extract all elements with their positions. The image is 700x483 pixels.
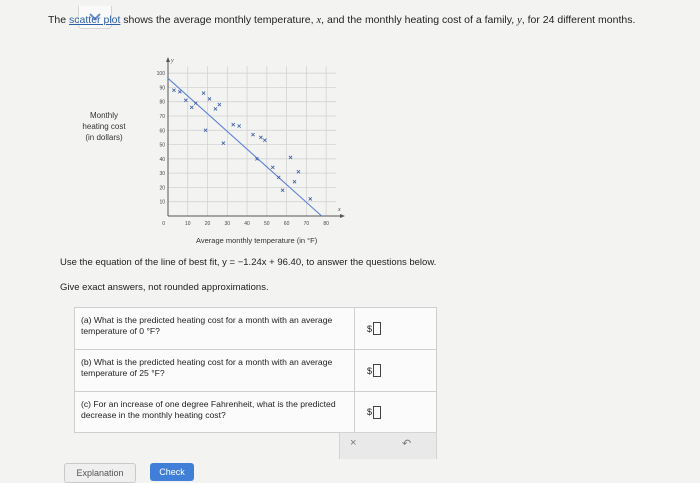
intro-text: shows the average monthly temperature, bbox=[120, 14, 317, 26]
x-tick-label: 30 bbox=[224, 221, 231, 227]
intro-text: , for 24 different months. bbox=[521, 14, 636, 26]
fit-equation: y = −1.24x + 96.40 bbox=[222, 257, 302, 268]
y-tick-label: 10 bbox=[159, 199, 165, 206]
y-tick-label: 80 bbox=[159, 99, 165, 106]
x-variable: x bbox=[316, 15, 322, 26]
x-tick-label: 60 bbox=[283, 221, 290, 227]
x-tick-label: 40 bbox=[244, 221, 250, 227]
data-point bbox=[277, 176, 280, 179]
answer-a-input[interactable] bbox=[373, 322, 381, 335]
data-point bbox=[293, 180, 296, 183]
instruction-line bbox=[60, 257, 436, 268]
data-point bbox=[238, 124, 241, 127]
data-point bbox=[172, 89, 175, 92]
data-point bbox=[259, 136, 262, 139]
question-c-text: (c) For an increase of one degree Fahrenheit, what is the predicted decrease in the monthly heating cost? bbox=[75, 392, 355, 432]
check-button[interactable]: Check bbox=[150, 463, 194, 481]
x-tick-label: 80 bbox=[323, 221, 329, 227]
data-point bbox=[202, 92, 205, 95]
y-tick-label: 90 bbox=[159, 85, 165, 92]
data-point bbox=[281, 189, 284, 192]
data-point bbox=[263, 139, 266, 142]
dollar-sign: $ bbox=[367, 365, 373, 376]
y-tick-label: 50 bbox=[159, 142, 165, 149]
y-tick-label: 20 bbox=[159, 185, 165, 192]
data-point bbox=[251, 133, 254, 136]
undo-icon[interactable]: ↶ bbox=[402, 438, 412, 450]
question-b-text: (b) What is the predicted heating cost for a month with an average temperature of 25 °F? bbox=[75, 350, 355, 391]
clear-icon[interactable]: × bbox=[350, 437, 357, 449]
data-point bbox=[208, 97, 211, 100]
answer-toolbar bbox=[339, 432, 437, 459]
y-tick-label: 70 bbox=[159, 114, 165, 120]
y-axis-title-line: (in dollars) bbox=[85, 133, 123, 142]
y-axis-arrow bbox=[166, 57, 170, 62]
origin-label: 0 bbox=[162, 221, 165, 227]
answer-cell-a bbox=[355, 308, 436, 349]
x-axis-title: Average monthly temperature (in °F) bbox=[196, 236, 318, 245]
data-point bbox=[271, 166, 274, 169]
y-axis-title bbox=[68, 110, 140, 143]
y-axis-letter: y bbox=[171, 58, 174, 64]
y-axis-title-line: heating cost bbox=[82, 122, 126, 131]
y-tick-label: 100 bbox=[156, 71, 165, 78]
question-row-b bbox=[75, 350, 436, 392]
question-row-c bbox=[75, 392, 436, 432]
answer-cell-c bbox=[355, 392, 436, 432]
x-tick-label: 10 bbox=[184, 221, 191, 227]
y-variable: y bbox=[517, 15, 522, 26]
y-tick-label: 30 bbox=[159, 171, 165, 178]
dollar-sign: $ bbox=[367, 407, 373, 417]
data-point bbox=[178, 90, 181, 93]
answer-b-input[interactable] bbox=[373, 364, 381, 377]
answer-table bbox=[74, 307, 437, 433]
y-tick-label: 40 bbox=[159, 156, 165, 163]
answer-c-input[interactable] bbox=[373, 406, 381, 419]
question-row-a bbox=[75, 308, 436, 350]
question-a-text: (a) What is the predicted heating cost for a month with an average temperature of 0 °F? bbox=[75, 308, 355, 349]
answer-cell-b bbox=[355, 350, 436, 391]
data-point bbox=[232, 123, 235, 126]
instruction-text: Use the equation of the line of best fit, bbox=[60, 257, 223, 268]
y-tick-label: 60 bbox=[159, 128, 165, 135]
data-point bbox=[190, 106, 193, 109]
data-point bbox=[309, 197, 312, 200]
instruction-exact: Give exact answers, not rounded approximations. bbox=[60, 282, 269, 293]
intro-text: , and the monthly heating cost of a family, bbox=[321, 14, 518, 26]
question-intro bbox=[48, 14, 635, 26]
data-point bbox=[214, 107, 217, 110]
y-axis-title-line: Monthly bbox=[89, 111, 118, 120]
x-axis-arrow bbox=[340, 214, 345, 218]
instruction-text: , to answer the questions below. bbox=[301, 257, 437, 268]
scatter-plot-link[interactable]: scatter plot bbox=[69, 14, 121, 26]
x-tick-label: 50 bbox=[264, 221, 270, 227]
explanation-button[interactable]: Explanation bbox=[64, 463, 136, 483]
x-tick-label: 20 bbox=[204, 221, 211, 227]
intro-text: The bbox=[48, 14, 70, 26]
data-point bbox=[218, 103, 221, 106]
scatter-plot bbox=[140, 52, 350, 232]
x-axis-letter: x bbox=[338, 207, 341, 213]
line-of-best-fit bbox=[168, 78, 322, 216]
x-tick-label: 70 bbox=[303, 221, 310, 227]
dollar-sign: $ bbox=[367, 323, 373, 334]
